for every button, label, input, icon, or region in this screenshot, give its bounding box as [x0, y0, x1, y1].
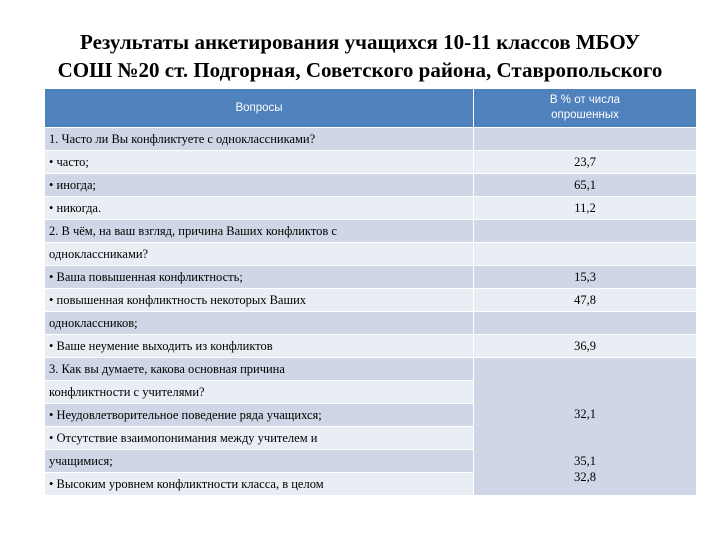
value-cell: 47,8: [474, 289, 697, 312]
table-row: [45, 289, 697, 312]
value-cell: 15,3: [474, 266, 697, 289]
title-line-1: Результаты анкетирования учащихся 10-11 классов МБОУ: [80, 30, 640, 54]
question-cell: • повышенная конфликтность некоторых Ваших: [45, 289, 474, 312]
value-cell: [474, 243, 697, 266]
question-cell: • Отсутствие взаимопонимания между учителем и: [45, 427, 474, 450]
table-row: [45, 358, 697, 381]
table-row: [45, 174, 697, 197]
question-cell: • Ваша повышенная конфликтность;: [45, 266, 474, 289]
slide-title: [0, 28, 720, 84]
header-percent: В % от числа опрошенных: [474, 89, 697, 128]
question-cell: • Ваше неумение выходить из конфликтов: [45, 335, 474, 358]
value-cell: 65,1: [474, 174, 697, 197]
table-row: [45, 335, 697, 358]
question-cell: • иногда;: [45, 174, 474, 197]
value-cell: 36,9: [474, 335, 697, 358]
title-line-2: СОШ №20 ст. Подгорная, Советского района, Ставропольского: [57, 58, 663, 82]
question-cell: • Неудовлетворительное поведение ряда учащихся;: [45, 404, 474, 427]
value-cell: 11,2: [474, 197, 697, 220]
table-row: [45, 220, 697, 243]
header-questions: Вопросы: [45, 89, 474, 128]
merged-value-2: 35,1: [574, 454, 596, 468]
question-cell: • никогда.: [45, 197, 474, 220]
table-row: [45, 243, 697, 266]
question-cell: одноклассников;: [45, 312, 474, 335]
table-row: [45, 197, 697, 220]
merged-value-cell: [474, 358, 697, 496]
value-cell: [474, 312, 697, 335]
question-cell: 1. Часто ли Вы конфликтуете с одноклассниками?: [45, 128, 474, 151]
merged-value-3: 32,8: [574, 470, 596, 484]
question-cell: • Высоким уровнем конфликтности класса, в целом: [45, 473, 474, 496]
question-cell: учащимися;: [45, 450, 474, 473]
survey-results-table: [44, 88, 697, 496]
table-row: [45, 266, 697, 289]
question-cell: • часто;: [45, 151, 474, 174]
question-cell: 3. Как вы думаете, какова основная причина: [45, 358, 474, 381]
value-cell: [474, 128, 697, 151]
merged-value-1: 32,1: [574, 407, 596, 421]
value-cell: [474, 220, 697, 243]
value-cell: 23,7: [474, 151, 697, 174]
question-cell: 2. В чём, на ваш взгляд, причина Ваших конфликтов с: [45, 220, 474, 243]
table-row: [45, 128, 697, 151]
question-cell: одноклассниками?: [45, 243, 474, 266]
question-cell: конфликтности с учителями?: [45, 381, 474, 404]
table-header-row: [45, 89, 697, 128]
table-row: [45, 312, 697, 335]
table-row: [45, 151, 697, 174]
